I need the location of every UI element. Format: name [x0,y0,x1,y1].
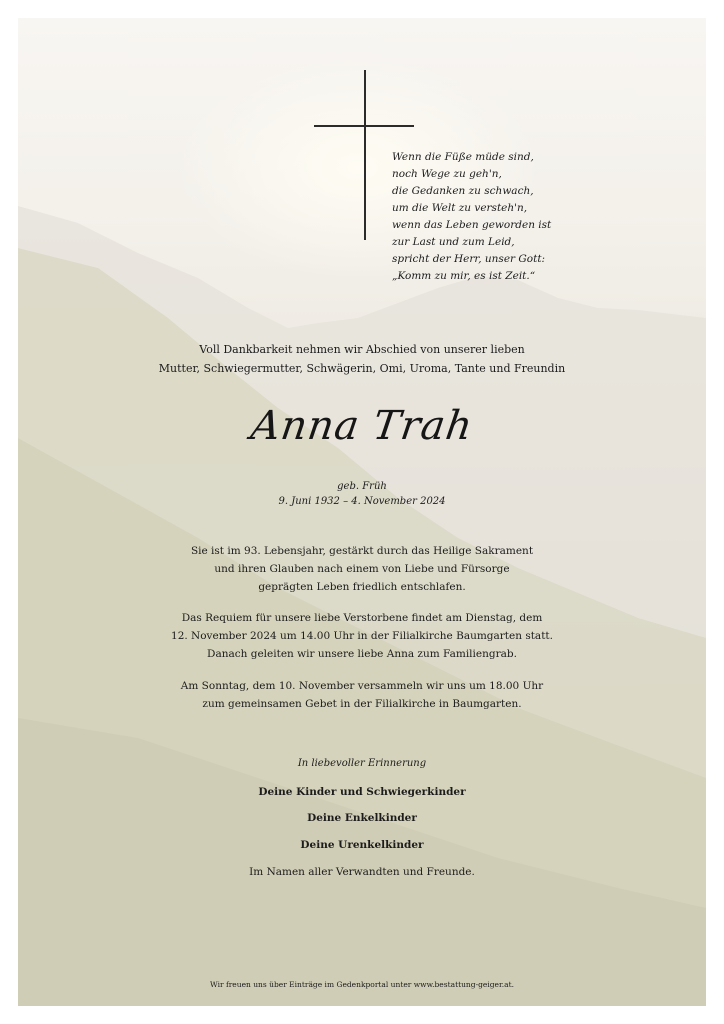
poem-line: wenn das Leben geworden ist [392,219,552,231]
intro-text [18,340,706,378]
paragraph-line: Das Requiem für unsere liebe Verstorbene findet am Dienstag, dem [181,612,543,624]
paragraph-line: und ihren Glauben nach einem von Liebe und Fürsorge [214,563,510,575]
poem-line: die Gedanken zu schwach, [392,185,534,197]
paragraph-line: zum gemeinsamen Gebet in der Filialkirche in Baumgarten. [202,698,522,710]
paragraph-requiem [18,609,706,663]
poem-line: um die Welt zu versteh'n, [392,202,528,214]
footer-note: Wir freuen uns über Einträge im Gedenkportal unter www.bestattung-geiger.at. [210,980,514,989]
mourner-group: Deine Enkelkinder [307,812,417,824]
life-dates: 9. Juni 1932 – 4. November 2024 [278,496,446,507]
poem-line: spricht der Herr, unser Gott: [392,253,546,265]
poem-line: „Komm zu mir, es ist Zeit.“ [392,270,536,282]
paragraph-line: 12. November 2024 um 14.00 Uhr in der Filialkirche Baumgarten statt. [171,630,553,642]
memory-heading: In liebevoller Erinnerung [297,758,427,769]
paragraph-line: Am Sonntag, dem 10. November versammeln wir uns um 18.00 Uhr [180,680,544,692]
poem-line: zur Last und zum Leid, [392,236,515,248]
paragraph-line: Sie ist im 93. Lebensjahr, gestärkt durch das Heilige Sakrament [190,545,534,557]
paragraph-prayer [18,677,706,713]
closing-line: Im Namen aller Verwandten und Freunde. [249,866,475,878]
paragraph-passing [18,542,706,596]
obituary-card [18,18,706,1006]
maiden-name: geb. Früh [337,481,387,492]
poem-line: noch Wege zu geh'n, [392,168,502,180]
mourner-group: Deine Kinder und Schwiegerkinder [258,786,466,798]
deceased-name: Anna Trah [248,403,476,449]
intro-line: Mutter, Schwiegermutter, Schwägerin, Omi, Uroma, Tante und Freundin [158,362,566,375]
poem [392,149,592,285]
paragraph-line: Danach geleiten wir unsere liebe Anna zum Familiengrab. [207,648,517,660]
intro-line: Voll Dankbarkeit nehmen wir Abschied von unserer lieben [199,343,525,356]
paragraph-line: geprägten Leben friedlich entschlafen. [258,581,466,593]
poem-line: Wenn die Füße müde sind, [392,151,534,163]
mourner-group: Deine Urenkelkinder [300,839,424,851]
